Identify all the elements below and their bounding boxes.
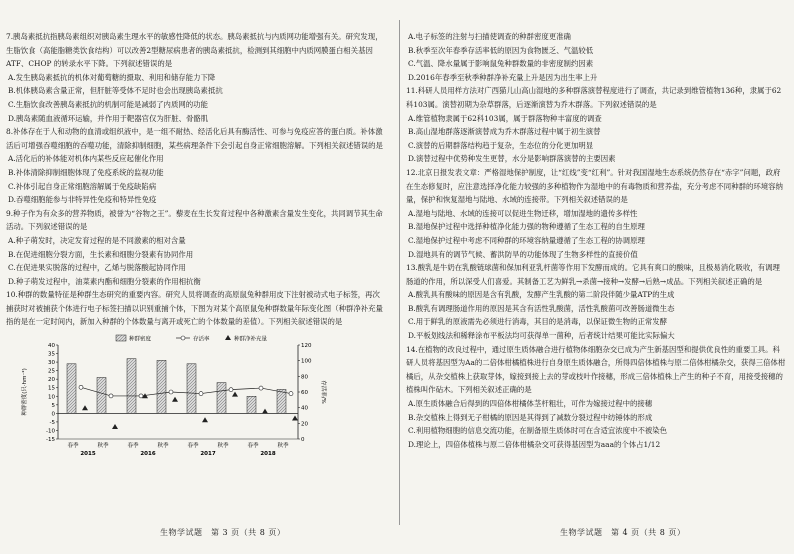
question-12-option-b: B.湿地保护过程中选择种植净化能力强的物种遵循了生态工程的自生原理 — [408, 222, 645, 232]
question-8-option-a: A.活化后的补体能对机体内某些反应起催化作用 — [8, 154, 164, 164]
question-13-option-a: A.酸乳具有酸味的原因是含有乳酸，发酵产生乳酸的第二阶段伴随少量ATP的生成 — [408, 290, 675, 300]
year-label: 2016 — [140, 451, 156, 458]
question-7-stem: 7.胰岛素抵抗指胰岛素组织对胰岛素生理水平的敏感性降低的状态。胰岛素抵抗与内质网功能增强有关。研究发现，生脂饮食（高能脂糖类饮食结构）可以改善2型糖尿病患者的胰岛素抵抗，检测到其细胞中内质网膜蛋白相关基因 ATF、CHOP 的转录水平下降。下列叙述错误的是 — [6, 32, 383, 69]
year-label: 2015 — [80, 451, 96, 458]
question-13-option-b: B.酸乳有调理肠道作用的原因是其含有活性乳酸菌，活性乳酸菌可改善肠道微生态 — [408, 303, 675, 313]
left-tick-label: 10 — [48, 394, 55, 401]
left-page-column — [6, 30, 386, 461]
question-11-option-b: B.高山湿地群落逐渐演替成为乔木群落过程中属于初生演替 — [408, 127, 601, 137]
legend-density-swatch — [116, 335, 126, 341]
question-12-option-a: A.湿地与陆地、水域的连接可以促进生物迁移，增加湿地的遗传多样性 — [408, 208, 638, 218]
left-tick-label: 5 — [51, 402, 55, 409]
question-11-option-c: C.演替的后期群落结构趋于复杂，生态位的分化更加明显 — [408, 140, 594, 150]
question-14-option-b: B.杂交植株上得到无子柑橘的原因是其得到了减数分裂过程中纺锤体的形成 — [408, 412, 653, 422]
survival-point — [259, 386, 263, 390]
left-tick-label: -5 — [49, 419, 55, 426]
question-9-option-c: C.在促进果实脱落的过程中，乙烯与脱落酸起协同作用 — [8, 263, 186, 273]
right-page-footer: 生物学试题 第 4 页（共 8 页） — [560, 528, 686, 537]
left-page-footer: 生物学试题 第 3 页（共 8 页） — [160, 528, 286, 537]
density-bar — [217, 383, 226, 414]
net-recruitment-point — [262, 409, 268, 414]
year-label: 2018 — [260, 451, 276, 458]
left-tick-label: 35 — [48, 351, 55, 358]
category-label: 春季 — [187, 443, 199, 450]
question-10-option-c: C.气温、降水量属于影响鼠兔种群数量的非密度制约因素 — [408, 59, 594, 69]
question-13-option-d: D.平板划线法和稀释涂布平板法均可获得单一菌种，后者统计结果可能比实际偏大 — [408, 331, 675, 341]
question-7-option-b: B.机体胰岛素含量正常，但肝脏等受体不足时也会出现胰岛素抵抗 — [8, 86, 223, 96]
question-9-stem: 9.种子作为有众多的营养物质，被誉为“谷物之王”。藜麦在生长发育过程中各种激素含量发生变化，共同调节其生命活动。下列叙述错误的是 — [6, 208, 383, 232]
population-chart-svg — [6, 331, 386, 461]
question-8-stem: 8.补体存在于人和动物的血清或组织液中，是一组不耐热、经活化后具有酶活性、可参与免疫应答的蛋白质。补体激活后可增强吞噬细胞的吞噬功能，清除抑制细胞，某些病理条件下会引起自身正常细胞溶解。下列相关叙述错误的是 — [6, 127, 383, 150]
category-label: 春季 — [127, 443, 139, 450]
question-10-option-a: A.电子标签的注射与扫描使调查的种群密度更准确 — [408, 32, 571, 41]
category-label: 春季 — [247, 443, 259, 450]
right-tick-label: 120 — [301, 343, 312, 350]
legend-net-marker — [225, 335, 231, 340]
left-tick-label: -15 — [46, 437, 55, 444]
question-7-option-c: C.生脂饮食改善胰岛素抵抗的机制可能是减弱了内质网的功能 — [8, 99, 208, 109]
net-recruitment-point — [82, 405, 88, 410]
question-12-stem: 12.北京日报发表文章：严格湿地保护制度，让“红线”变“红利”。针对我国湿地生态系统仍然存在“赤字”问题，政府在生态修复时，应注意选择净化能力较强的多种植物作为湿地中的有毒物质和营养盐，充分考虑不同种群的环境容纳量，保护和恢复湿地与陆地、水域的连接带。下列相关叙述错误的是 — [406, 167, 783, 205]
left-tick-label: -10 — [46, 428, 55, 435]
legend-density-label: 种群密度 — [129, 336, 152, 343]
question-7-option-a: A.发生胰岛素抵抗的机体对葡萄糖的摄取、利用和储存能力下降 — [8, 72, 216, 82]
net-recruitment-point — [202, 417, 208, 422]
question-13-stem: 13.酸乳是牛奶在乳酸链球菌和保加利亚乳杆菌等作用下发酵而成的。它具有爽口的酸味，且极易消化吸收，有调理肠道的作用，所以深受人们喜爱。其制备工艺为鲜乳→杀菌→接种→发酵→后熟→成品。下列相关叙述正确的是 — [406, 263, 780, 286]
year-label: 2017 — [200, 451, 216, 458]
question-9-option-a: A.种子萌发时，决定发育过程的是不同激素的相对含量 — [8, 235, 186, 245]
left-tick-label: 25 — [48, 368, 55, 375]
population-chart — [6, 331, 386, 461]
page-divider — [399, 20, 400, 525]
question-9-option-d: D.种子萌发过程中，油菜素内酯和细胞分裂素的作用相抗衡 — [8, 276, 201, 286]
question-14-option-c: C.利用植物细胞的信息交流功能，在制备原生质体时可在含适宜浓度中不被染色 — [408, 426, 668, 436]
question-10-stem: 10.种群的数量特征是种群生态研究的重要内容。研究人员将调查的高原鼠兔种群用皮下注射被动式电子标签，再次捕获时对被捕获个体进行电子标签扫描以识别重捕个体，下图为对某个高原鼠兔种群数量年际变化图（种群净补充量指的是在一定时间内，新加入种群的个体数量与离开或死亡的个体数量的差值）。下列相关叙述错误的是 — [6, 290, 383, 327]
left-tick-label: 40 — [48, 343, 55, 350]
category-label: 秋季 — [97, 443, 109, 450]
category-label: 秋季 — [157, 443, 169, 450]
legend-survival-marker — [181, 336, 185, 340]
question-14-option-d: D.理论上，四倍体植株与原二倍体柑橘杂交可获得基因型为aaa的个体占1/12 — [408, 439, 661, 449]
left-axis-title: 种群密度(只·hm⁻²) — [22, 368, 28, 416]
question-8-option-c: C.补体引起自身正常细胞溶解属于免疫缺陷病 — [8, 181, 157, 191]
question-12-option-c: C.湿地保护过程中考虑不同种群的环境容纳量遵循了生态工程的协调原理 — [408, 235, 645, 245]
net-recruitment-point — [292, 416, 298, 421]
net-recruitment-point — [172, 397, 178, 402]
density-bar — [127, 359, 136, 414]
density-bar — [277, 389, 286, 413]
left-tick-label: 20 — [48, 377, 55, 384]
survival-point — [139, 394, 143, 398]
net-recruitment-point — [232, 392, 238, 397]
right-tick-label: 20 — [301, 421, 308, 428]
question-11-option-a: A.维管植物隶属于62科103属，属于群落物种丰富度的调查 — [408, 113, 602, 123]
question-11-stem: 11.科研人员用样方法对广西猫儿山高山湿地的多种群落演替程度进行了调查，共记录到维管植物136种，隶属于62科103属。演替初期为杂草群落，后逐渐演替为乔木群落。下列叙述错误的是 — [406, 86, 782, 109]
survival-point — [229, 388, 233, 392]
question-12-option-d: D.湿地具有的调节气候、蓄洪防旱的功能体现了生物多样性的直接价值 — [408, 249, 638, 259]
density-bar — [187, 364, 196, 414]
question-9-option-b: B.在促进细胞分裂方面，生长素和细胞分裂素有协同作用 — [8, 249, 194, 259]
right-tick-label: 100 — [301, 358, 312, 365]
left-tick-label: 0 — [51, 411, 55, 418]
survival-point — [289, 392, 293, 396]
survival-point — [109, 394, 113, 398]
right-tick-label: 0 — [301, 437, 305, 444]
density-bar — [157, 360, 166, 413]
question-8-option-d: D.吞噬细胞能参与非特异性免疫和特异性免疫 — [8, 195, 157, 205]
category-label: 秋季 — [277, 443, 289, 450]
net-recruitment-point — [112, 424, 118, 429]
survival-point — [79, 385, 83, 389]
legend-survival-label: 存活率 — [193, 336, 210, 343]
right-page-column — [406, 30, 786, 451]
left-tick-label: 30 — [48, 360, 55, 367]
density-bar — [67, 364, 76, 414]
right-axis-title: 存活率/% — [320, 380, 326, 404]
survival-point — [169, 390, 173, 394]
left-tick-label: 15 — [48, 385, 55, 392]
right-tick-label: 40 — [301, 405, 308, 412]
category-label: 秋季 — [217, 443, 229, 450]
legend-net-label: 种群净补充量 — [234, 336, 268, 343]
category-label: 春季 — [67, 443, 79, 450]
question-11-option-d: D.演替过程中优势种发生更替，水分是影响群落演替的主要因素 — [408, 154, 616, 164]
density-bar — [97, 378, 106, 414]
question-10-option-b: B.秋季至次年春季存活率低的原因为食物匮乏、气温较低 — [408, 45, 594, 55]
density-bar — [247, 396, 256, 413]
question-7-option-d: D.胰岛素随血液循环运输，并作用于靶器官仅为肝脏、骨骼肌 — [8, 113, 209, 123]
question-10-option-d: D.2016年春季至秋季种群净补充量上升是因为出生率上升 — [408, 72, 598, 82]
question-14-option-a: A.原生质体融合后得到的四倍体柑橘体茎杆粗壮，可作为嫁接过程中的接穗 — [408, 399, 653, 409]
right-tick-label: 80 — [301, 374, 308, 381]
right-tick-label: 60 — [301, 390, 308, 397]
survival-point — [199, 392, 203, 396]
question-13-option-c: C.用于鲜乳的原液需先必须进行消毒，其目的是消毒，以保证微生物的正常发酵 — [408, 317, 668, 327]
question-14-stem: 14.在植物的改良过程中，通过原生质体融合进行植物体细胞杂交已成为产生新基因型和提供优良性的重要工具。科研人员将基因型为Aa的二倍体柑橘植株进行自身原生质体融合，所得四倍体植株与原二倍体柑橘杂交，获得三倍体柑橘后，从杂交植株上获取芽体，嫁接到接上去的芽或枝叶作接穗，形成三倍体植株上产生的种子不育，用接受接穗的植株叫作砧木。下列相关叙述正确的是 — [406, 344, 786, 395]
question-8-option-b: B.补体清除抑制细胞体现了免疫系统的监视功能 — [8, 167, 164, 177]
